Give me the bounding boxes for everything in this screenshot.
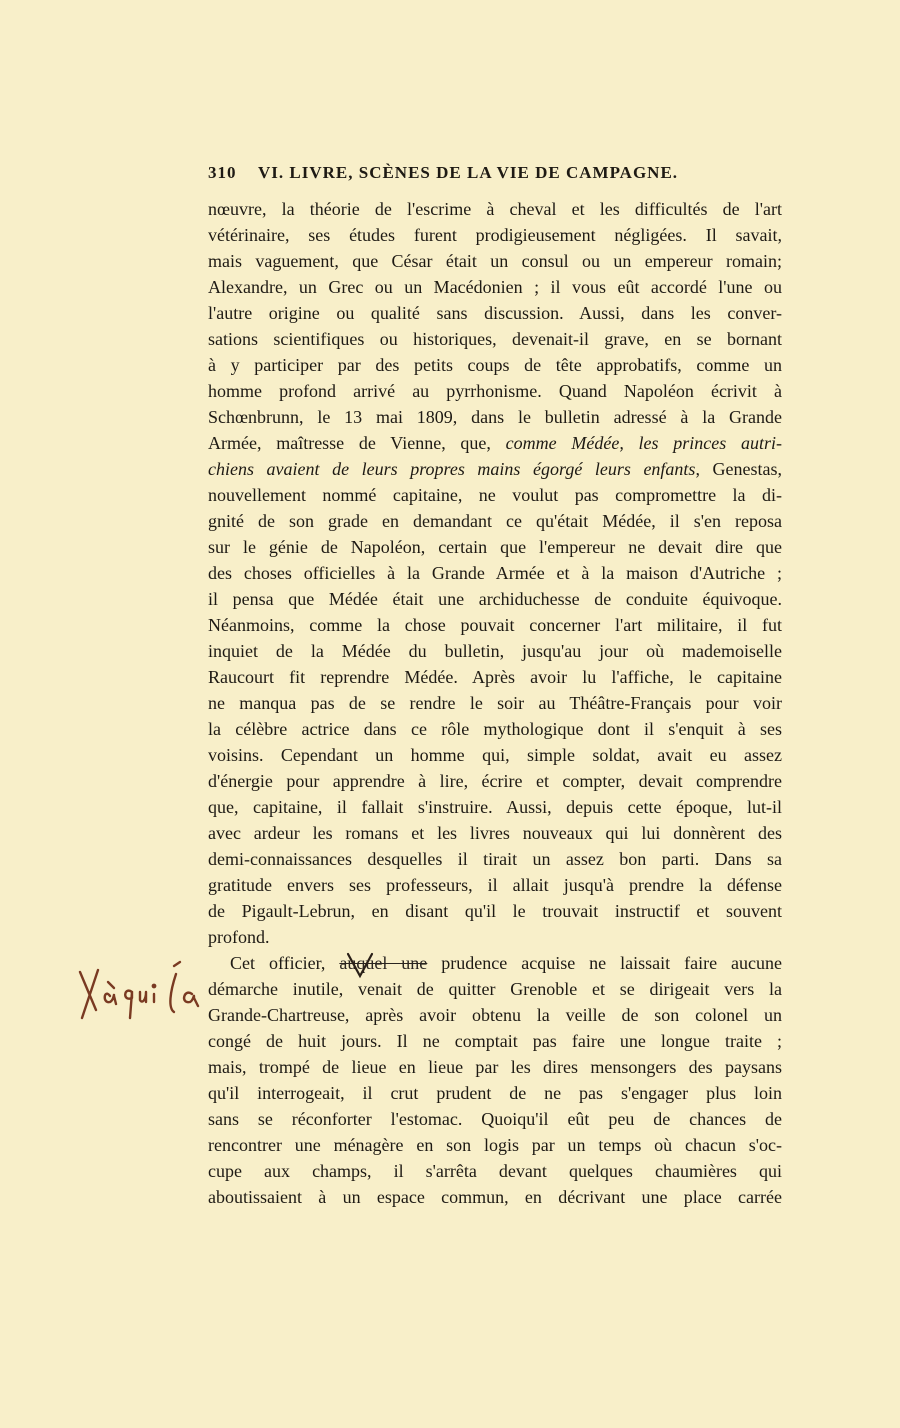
page-number: 310 (208, 163, 237, 182)
text-line: avec ardeur les romans et les livres nouveaux qui lui donnèrent des (208, 823, 782, 843)
text-line: nœuvre, la théorie de l'escrime à cheval et les difficultés de l'art (208, 199, 782, 219)
running-header (208, 163, 778, 183)
text-line: mais, trompé de lieue en lieue par les dires mensongers des paysans (208, 1057, 782, 1077)
running-title: VI. LIVRE, SCÈNES DE LA VIE DE CAMPAGNE. (258, 163, 679, 182)
text-line: ne manqua pas de se rendre le soir au Théâtre-Français pour voir (208, 693, 782, 713)
text-line: demi-connaissances desquelles il tirait un assez bon parti. Dans sa (208, 849, 782, 869)
italic-quote: chiens avaient de leurs propres mains égorgé leurs enfants (208, 459, 696, 479)
text-line: l'autre origine ou qualité sans discussion. Aussi, dans les conver- (208, 303, 782, 323)
text-line: qu'il interrogeait, il crut prudent de ne pas s'engager plus loin (208, 1083, 782, 1103)
text-line: vétérinaire, ses études furent prodigieusement négligées. Il savait, (208, 225, 782, 245)
text-line: que, capitaine, il fallait s'instruire. Aussi, depuis cette époque, lut-il (208, 797, 782, 817)
text-line: de Pigault-Lebrun, en disant qu'il le trouvait instructif et souvent (208, 901, 782, 921)
text-segment: Cet officier, (230, 953, 340, 973)
text-line (208, 430, 782, 456)
text-line: il pensa que Médée était une archiduchesse de conduite équivoque. (208, 589, 782, 609)
text-segment: Armée, maîtresse de Vienne, que, (208, 433, 506, 453)
text-line: nouvellement nommé capitaine, ne voulut pas compromettre la di- (208, 485, 782, 505)
text-line: rencontrer une ménagère en son logis par un temps où chacun s'oc- (208, 1135, 782, 1155)
text-line: voisins. Cependant un homme qui, simple soldat, avait eu assez (208, 745, 782, 765)
text-segment: prudence acquise ne laissait faire aucune (427, 953, 782, 973)
text-line: inquiet de la Médée du bulletin, jusqu'au jour où mademoiselle (208, 641, 782, 661)
text-line: sans se réconforter l'estomac. Quoiqu'il eût peu de chances de (208, 1109, 782, 1129)
insertion-caret-mark (340, 950, 380, 980)
text-line: d'énergie pour apprendre à lire, écrire et compter, devait comprendre (208, 771, 782, 791)
text-line (208, 950, 782, 976)
text-line: gratitude envers ses professeurs, il allait jusqu'à prendre la défense (208, 875, 782, 895)
text-line: la célèbre actrice dans ce rôle mythologique dont il s'enquit à ses (208, 719, 782, 739)
body-text (208, 196, 782, 1210)
text-line: Alexandre, un Grec ou un Macédonien ; il vous eût accordé l'une ou (208, 277, 782, 297)
text-segment: , Genestas, (695, 459, 782, 479)
italic-quote: comme Médée, les princes autri- (505, 433, 782, 453)
text-line: mais vaguement, que César était un consul ou un empereur romain; (208, 251, 782, 271)
text-line: gnité de son grade en demandant ce qu'était Médée, il s'en reposa (208, 511, 782, 531)
text-line: homme profond arrivé au pyrrhonisme. Quand Napoléon écrivit à (208, 381, 782, 401)
text-line: sations scientifiques ou historiques, devenait-il grave, en se bornant (208, 329, 782, 349)
text-line: cupe aux champs, il s'arrêta devant quelques chaumières qui (208, 1161, 782, 1181)
handwritten-margin-note (74, 952, 214, 1032)
text-line: aboutissaient à un espace commun, en décrivant une place carrée (208, 1187, 782, 1207)
text-line: des choses officielles à la Grande Armée et à la maison d'Autriche ; (208, 563, 782, 583)
text-line (208, 456, 782, 482)
text-line: Schœnbrunn, le 13 mai 1809, dans le bulletin adressé à la Grande (208, 407, 782, 427)
text-line: Grande-Chartreuse, après avoir obtenu la veille de son colonel un (208, 1005, 782, 1025)
struck-words: auquel une (339, 953, 428, 973)
text-line: profond. (208, 927, 270, 947)
text-line: congé de huit jours. Il ne comptait pas faire une longue traite ; (208, 1031, 782, 1051)
text-line: Néanmoins, comme la chose pouvait concerner l'art militaire, il fut (208, 615, 782, 635)
text-line: sur le génie de Napoléon, certain que l'empereur ne devait dire que (208, 537, 782, 557)
text-line: démarche inutile, venait de quitter Grenoble et se dirigeait vers la (208, 979, 782, 999)
text-line: à y participer par des petits coups de tête approbatifs, comme un (208, 355, 782, 375)
text-line: Raucourt fit reprendre Médée. Après avoir lu l'affiche, le capitaine (208, 667, 782, 687)
